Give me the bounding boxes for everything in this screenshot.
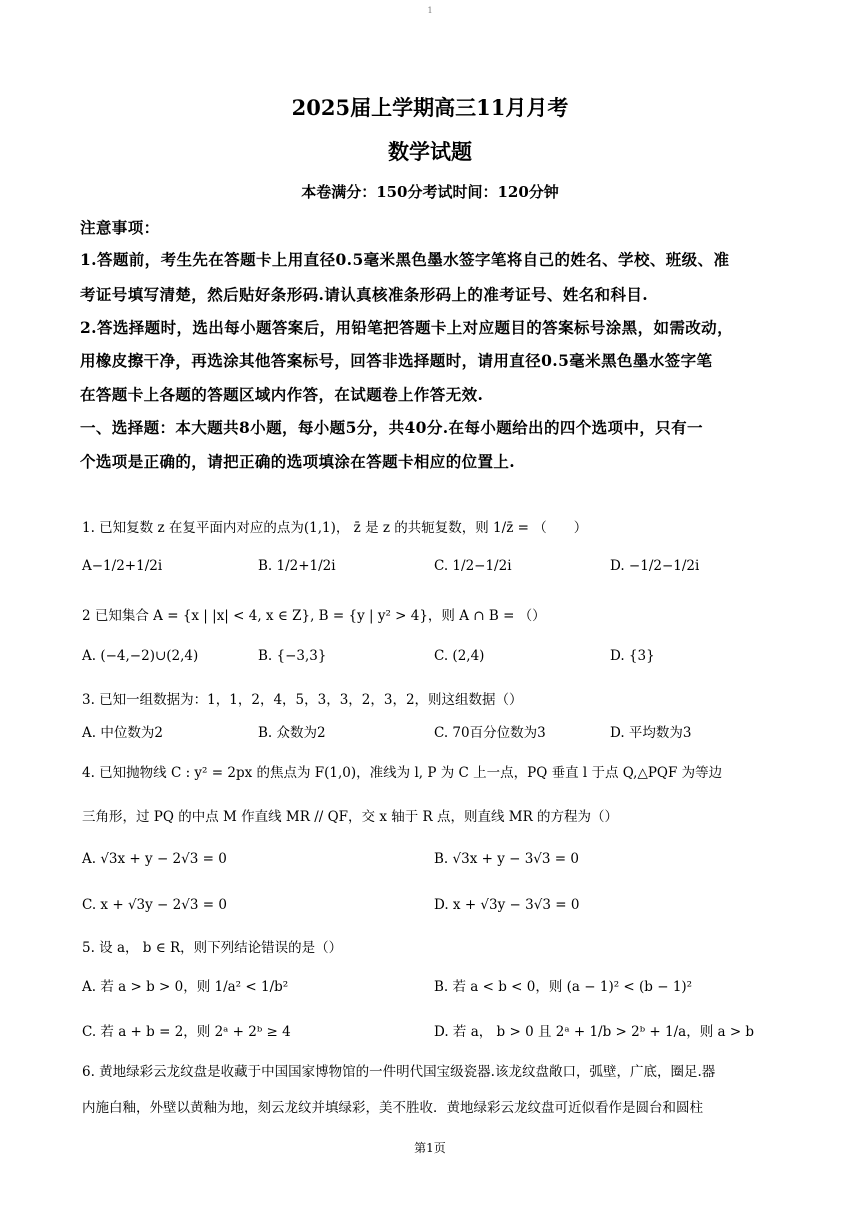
question-2-option-a: A. (−4,−2)∪(2,4) <box>82 648 199 664</box>
question-3-option-b: B. 众数为2 <box>258 725 326 741</box>
page-header-mark: 1 <box>427 6 433 15</box>
question-3-option-a: A. 中位数为2 <box>82 725 163 741</box>
question-5-option-a: A. 若 a > b > 0，则 1/a² < 1/b² <box>82 979 289 995</box>
section-heading: 个选项是正确的，请把正确的选项填涂在答题卡相应的位置上. <box>80 452 516 471</box>
notice-heading: 注意事项： <box>80 218 160 237</box>
question-4-option-b: B. √3x + y − 3√3 = 0 <box>434 851 579 867</box>
question-6-stem: 内施白釉，外壁以黄釉为地，刻云龙纹并填绿彩，美不胜收．黄地绿彩云龙纹盘可近似看作是圆台和圆柱 <box>82 1100 703 1116</box>
question-4-option-d: D. x + √3y − 3√3 = 0 <box>434 897 580 913</box>
question-4-option-a: A. √3x + y − 2√3 = 0 <box>82 851 227 867</box>
notice-line: 1.答题前，考生先在答题卡上用直径0.5毫米黑色墨水签字笔将自己的姓名、学校、班级、准 <box>80 250 730 269</box>
question-1-option-b: B. 1/2+1/2i <box>258 558 336 574</box>
question-1-option-a: A−1/2+1/2i <box>82 558 163 574</box>
question-1-option-c: C. 1/2−1/2i <box>434 558 512 574</box>
question-4-stem: 三角形，过 PQ 的中点 M 作直线 MR // QF，交 x 轴于 R 点，则直线 MR 的方程为（） <box>82 809 619 825</box>
question-2-option-d: D. {3} <box>610 648 655 664</box>
question-3-option-c: C. 70百分位数为3 <box>434 725 546 741</box>
question-4-stem: 4. 已知抛物线 C : y² = 2px 的焦点为 F(1,0)，准线为 l, P 为 C 上一点，PQ 垂直 l 于点 Q,△PQF 为等边 <box>82 765 723 781</box>
question-6-stem: 6. 黄地绿彩云龙纹盘是收藏于中国国家博物馆的一件明代国宝级瓷器.该龙纹盘敞口，弧壁，广底，圈足.器 <box>82 1064 716 1080</box>
question-2-option-b: B. {−3,3} <box>258 648 327 664</box>
notice-line: 用橡皮擦干净，再选涂其他答案标号，回答非选择题时，请用直径0.5毫米黑色墨水签字笔 <box>80 351 713 370</box>
notice-line: 考证号填写清楚，然后贴好条形码.请认真核准条形码上的准考证号、姓名和科目. <box>80 285 649 304</box>
notice-line: 在答题卡上各题的答题区域内作答，在试题卷上作答无效. <box>80 385 484 404</box>
page-footer: 第1页 <box>414 1141 446 1155</box>
question-5-stem: 5. 设 a， b ∈ R，则下列结论错误的是（） <box>82 940 343 956</box>
subject-title: 数学试题 <box>388 139 472 164</box>
question-5-option-b: B. 若 a < b < 0，则 (a − 1)² < (b − 1)² <box>434 979 693 995</box>
question-1-option-d: D. −1/2−1/2i <box>610 558 700 574</box>
question-2-stem: 2 已知集合 A = {x | |x| < 4, x ∈ Z}, B = {y | y² > 4}，则 A ∩ B = （） <box>82 608 546 624</box>
question-4-option-c: C. x + √3y − 2√3 = 0 <box>82 897 227 913</box>
question-5-option-d: D. 若 a， b > 0 且 2ᵃ + 1/b > 2ᵇ + 1/a，则 a > b <box>434 1024 755 1040</box>
question-5-option-c: C. 若 a + b = 2，则 2ᵃ + 2ᵇ ≥ 4 <box>82 1024 291 1040</box>
question-1-stem: 1. 已知复数 z 在复平面内对应的点为(1,1)， z̄ 是 z 的共轭复数，则 1/z̄ = （ ） <box>82 520 588 536</box>
exam-title: 2025届上学期高三11月月考 <box>291 95 569 120</box>
question-3-option-d: D. 平均数为3 <box>610 725 692 741</box>
question-3-stem: 3. 已知一组数据为：1，1，2，4，5，3，3，2，3，2，则这组数据（） <box>82 692 523 708</box>
section-heading: 一、选择题：本大题共8小题，每小题5分，共40分.在每小题给出的四个选项中，只有一 <box>80 418 703 437</box>
question-2-option-c: C. (2,4) <box>434 648 485 664</box>
exam-info: 本卷满分：150分考试时间：120分钟 <box>301 183 559 201</box>
notice-line: 2.答选择题时，选出每小题答案后，用铅笔把答题卡上对应题目的答案标号涂黑，如需改动， <box>80 318 733 337</box>
